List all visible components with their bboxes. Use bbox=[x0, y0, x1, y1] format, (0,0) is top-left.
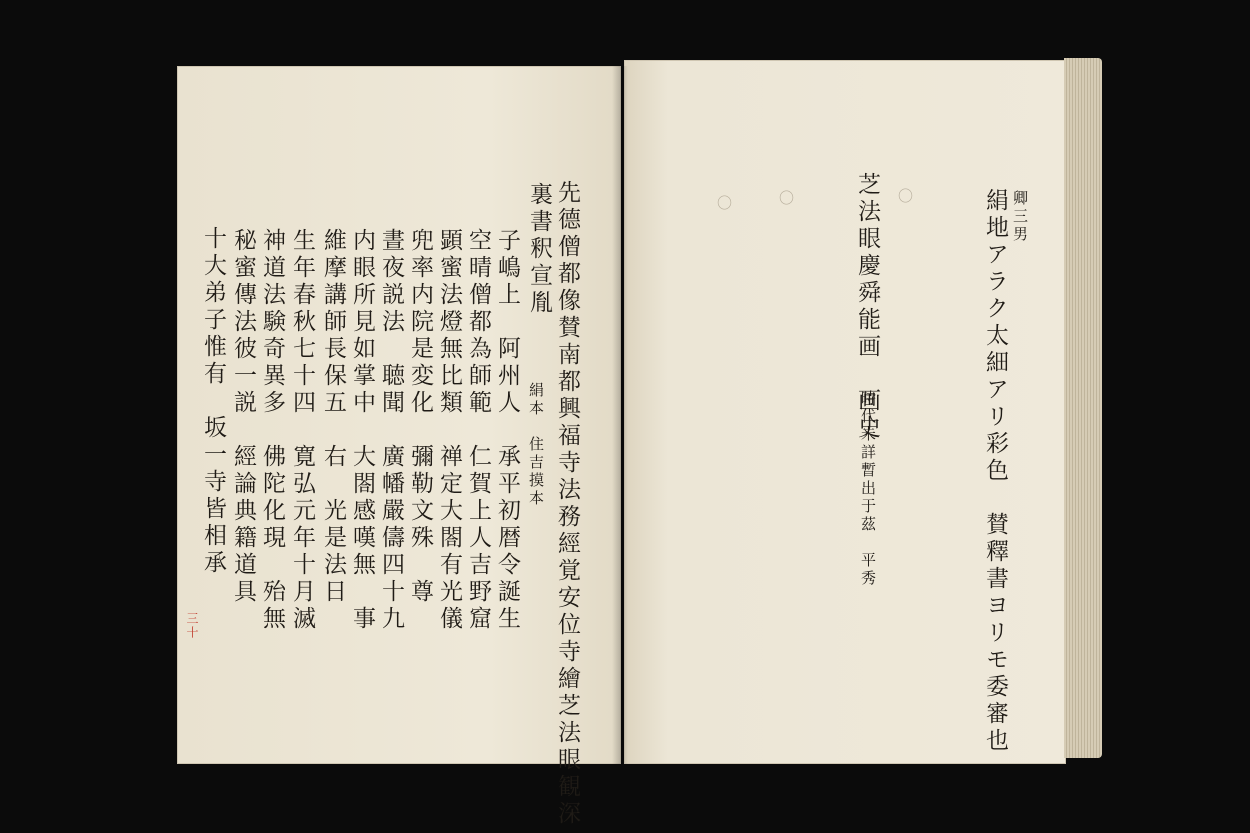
bleed-mark-3: 〇 bbox=[715, 195, 733, 213]
bleed-mark-2: 〇 bbox=[777, 190, 795, 208]
right-column-3: 芝法眼慶舜能画 画史 bbox=[854, 172, 880, 442]
left-column-8: 晝夜説法 聴聞 廣幡嚴儔四十九 bbox=[378, 228, 404, 633]
page-number: 三十 bbox=[185, 612, 199, 640]
book-spine bbox=[612, 66, 628, 764]
left-column-1: 先德僧都像賛南都興福寺法務經覚安位寺繪芝法眼観深 bbox=[554, 180, 580, 828]
left-column-14: 十大弟子惟有 坂一寺皆相承 bbox=[200, 226, 226, 577]
left-column-5: 空晴僧都為師範 仁賀上人吉野窟 bbox=[465, 228, 491, 633]
page-edges bbox=[1064, 58, 1102, 758]
right-column-1: 卿三男 bbox=[1011, 190, 1029, 244]
bleed-mark-1: 〇 bbox=[896, 188, 914, 206]
left-column-6: 顕蜜法燈無比類 禅定大閤有光儀 bbox=[436, 228, 462, 633]
left-column-2: 裏書釈宣胤 bbox=[526, 182, 552, 317]
left-column-10: 維摩講師長保五 右 光是法日 bbox=[320, 228, 346, 606]
left-column-12: 神道法験奇異多 佛陀化現 殆無 bbox=[259, 228, 285, 633]
left-column-11: 生年春秋七十四 寛弘元年十月滅 bbox=[289, 228, 315, 633]
right-column-2: 絹地アラク太細アリ彩色 賛釋書ヨリモ委審也 bbox=[982, 188, 1008, 755]
right-column-4: 時代未詳暫出于茲 平秀 bbox=[859, 390, 877, 588]
left-column-4: 子嶋上 阿州人 承平初暦令誕生 bbox=[494, 228, 520, 633]
left-column-13: 秘蜜傳法彼一説 經論典籍道具 bbox=[230, 228, 256, 606]
left-column-9: 内眼所見如掌中 大閤感嘆無 事 bbox=[349, 228, 375, 633]
left-column-3: 絹本 住吉摸本 bbox=[527, 382, 545, 508]
left-column-7: 兜率内院是変化 彌勒文殊 尊 bbox=[407, 228, 433, 606]
